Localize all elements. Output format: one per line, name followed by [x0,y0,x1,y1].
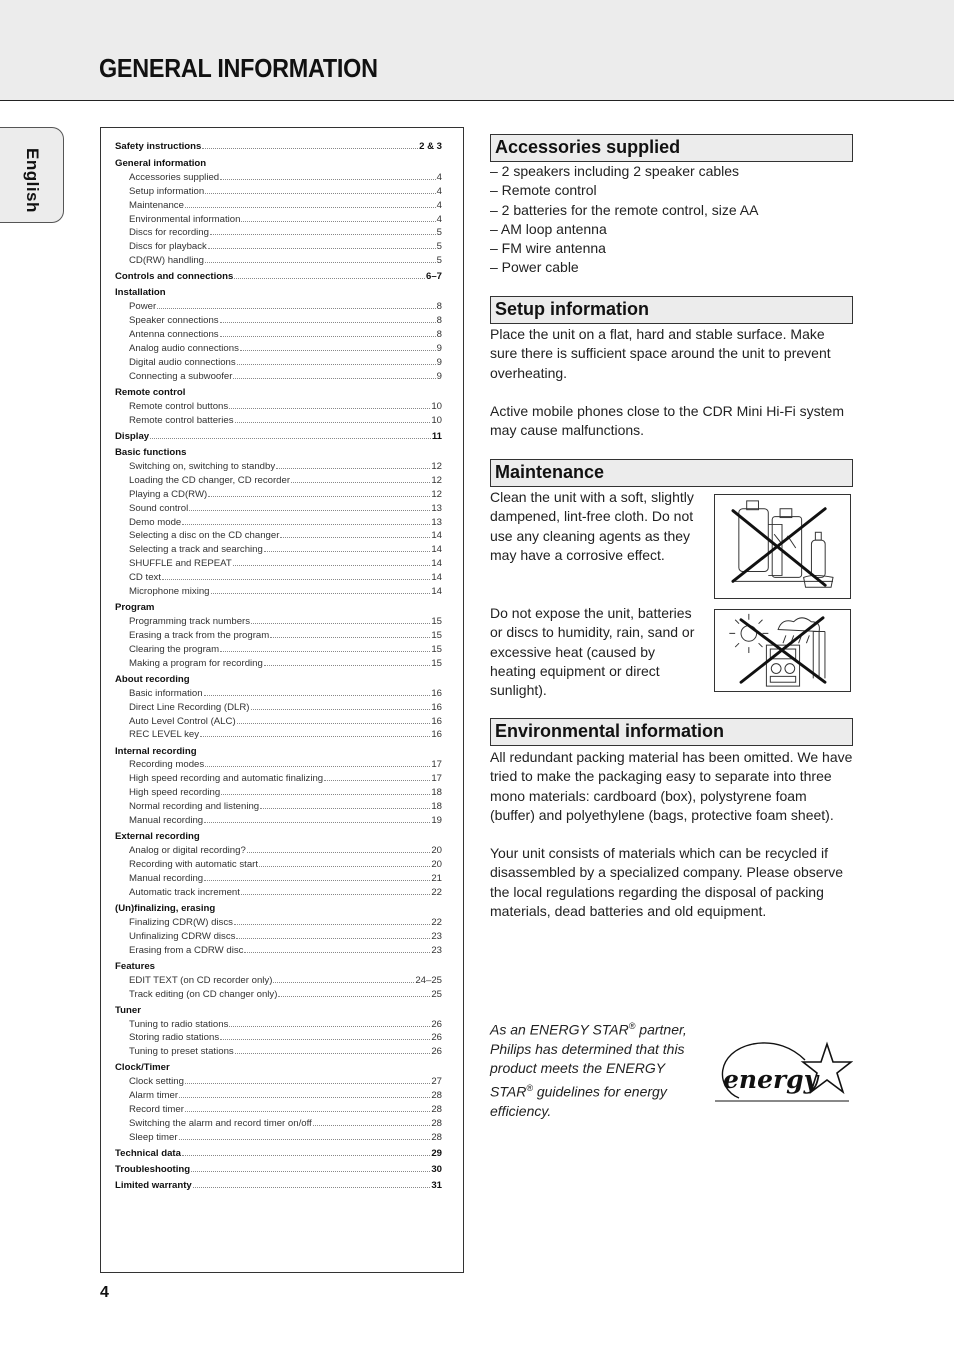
toc-entry: Making a program for recording 15 [129,657,442,669]
toc-page-number: 5 [436,241,442,253]
toc-entry: Recording modes 17 [129,759,442,771]
toc-section-title: Features [115,960,155,972]
toc-entry: Maintenance 4 [129,199,442,211]
toc-section-title: General information [115,157,207,169]
toc-entry: Track editing (on CD changer only) 25 [129,988,442,1000]
toc-page-number: 24–25 [415,974,442,986]
toc-section-title: External recording [115,831,200,843]
toc-entry: REC LEVEL key 16 [129,729,442,741]
toc-page-number: 15 [431,616,442,628]
toc-page-number: 20 [431,859,442,870]
toc-page-number: 12 [431,488,442,500]
toc-page-number: 18 [431,787,442,799]
environmental-heading: Environmental information [490,718,853,746]
toc-entry: Antenna connections 8 [129,329,442,341]
toc-entry: Discs for recording 5 [129,227,442,239]
toc-page-number: 2 & 3 [419,141,442,152]
toc-entry: Remote control buttons 10 [129,400,442,412]
toc-entry: Manual recording 19 [129,815,442,827]
toc-entry: Microphone mixing 14 [129,586,442,598]
toc-page-number: 22 [431,916,442,928]
toc-section-title: Program [115,602,155,614]
toc-entry: Normal recording and listening 18 [129,801,442,813]
energy-star-statement: As an ENERGY STAR® partner, Philips has determined that this product meets the ENERGY STAR® guidelines for energy efficiency. [490,1021,687,1119]
toc-page-number: 5 [436,255,442,267]
page-number: 4 [100,1284,109,1301]
toc-section-title: Remote control [115,386,186,398]
toc-section [115,1147,442,1161]
toc-page-number: 16 [431,687,442,699]
toc-entry: Clock setting 27 [129,1076,442,1088]
toc-page-number: 14 [431,586,442,598]
accessory-item: – Remote control [490,182,597,199]
toc-entry: Loading the CD changer, CD recorder 12 [129,474,442,486]
accessory-item: – AM loop antenna [490,220,607,237]
toc-entry: Demo mode 13 [129,516,442,528]
toc-entry: Finalizing CDR(W) discs 22 [129,916,442,928]
toc-section [115,430,442,444]
toc-page-number: 31 [431,1180,442,1192]
toc-entry: Recording with automatic start 20 [129,859,442,870]
accessory-item: – FM wire antenna [490,240,606,257]
toc-page-number: 8 [436,301,442,313]
language-tab-label: English [23,148,42,213]
toc-entry: Playing a CD(RW) 12 [129,488,442,500]
toc-entry: Analog or digital recording? 20 [129,845,442,857]
toc-entry: Tuning to radio stations 26 [129,1018,442,1030]
toc-entry: EDIT TEXT (on CD recorder only) 24–25 [129,974,442,986]
toc-entry: Environmental information 4 [129,213,442,225]
accessory-item: – Power cable [490,259,579,276]
toc-page-number: 29 [431,1148,442,1160]
toc-entry: Unfinalizing CDRW discs 23 [129,930,442,942]
toc-entry: Selecting a disc on the CD changer 14 [129,530,442,542]
toc-section [115,446,442,599]
toc-entry: Erasing a track from the program 15 [129,629,442,641]
toc-entry: Storing radio stations 26 [129,1032,442,1044]
toc-section [115,960,442,1002]
toc-page-number: 16 [431,715,442,727]
toc-page-number: 15 [431,643,442,655]
toc-page-number: 8 [436,329,442,341]
toc-entry: Discs for playback 5 [129,241,442,253]
toc-entry: Power 8 [129,301,442,313]
toc-entry: Accessories supplied 4 [129,171,442,183]
toc-page-number: 10 [431,414,442,426]
toc-section [115,270,442,284]
toc-section-title: Technical data 29 [115,1148,442,1160]
toc-page-number: 6–7 [425,271,442,283]
toc-section-title: Installation [115,287,166,299]
toc-section-title: (Un)finalizing, erasing [115,902,216,914]
toc-section-title: Controls and connections 6–7 [115,271,442,283]
toc-page-number: 12 [431,474,442,486]
toc-entry: Switching the alarm and record timer on/off 28 [129,1118,442,1130]
toc-page-number: 17 [431,773,442,785]
toc-entry: Sleep timer 28 [129,1131,442,1143]
toc-section-title: Tuner [115,1004,141,1016]
toc-section [115,286,442,383]
toc-page-number: 28 [431,1131,442,1143]
toc-page-number: 27 [431,1076,442,1088]
toc-section-title: Limited warranty 31 [115,1180,442,1192]
toc-entry: Clearing the program 15 [129,643,442,655]
toc-entry: SHUFFLE and REPEAT 14 [129,558,442,570]
toc-section [115,1061,442,1144]
toc-page-number: 23 [431,930,442,942]
toc-page-number: 16 [431,701,442,713]
toc-page-number: 22 [431,886,442,898]
toc-page-number: 18 [431,801,442,813]
toc-page-number: 26 [431,1046,442,1058]
toc-section [115,140,442,154]
toc-entry: Setup information 4 [129,185,442,197]
accessory-item: – 2 batteries for the remote control, size AA [490,201,759,218]
toc-section [115,745,442,828]
toc-section [115,902,442,958]
setup-heading: Setup information [490,296,853,324]
toc-section [115,1163,442,1177]
toc-page-number: 13 [431,516,442,528]
toc-entry: CD(RW) handling 5 [129,255,442,267]
toc-section [115,386,442,428]
toc-entry: Switching on, switching to standby 12 [129,460,442,472]
toc-entry: Direct Line Recording (DLR) 16 [129,701,442,713]
maintenance-paragraph-2: Do not expose the unit, batteries or discs to humidity, rain, sand or excessive heat (caused by heating equipment or direct sunlight). [490,605,695,699]
toc-entry: Manual recording 21 [129,872,442,884]
toc-entry: Automatic track increment 22 [129,886,442,898]
toc-page-number: 14 [431,544,442,556]
toc-entry: Speaker connections 8 [129,315,442,327]
toc-section-title: Display 11 [115,430,442,442]
toc-section-title: About recording [115,673,190,685]
toc-section-title: Internal recording [115,745,197,757]
environmental-paragraph-2: Your unit consists of materials which can be recycled if disassembled by a specialized company. Please observe the local regulations regarding the disposal of packing materials, dead batteries and old equipment. [490,845,844,919]
toc-page-number: 17 [431,759,442,771]
maintenance-heading: Maintenance [490,459,853,487]
svg-text:energy: energy [723,1065,819,1094]
toc-section [115,601,442,671]
toc-section [115,830,442,900]
toc-section [115,157,442,268]
toc-page-number: 13 [431,502,442,514]
setup-paragraph-2: Active mobile phones close to the CDR Mini Hi-Fi system may cause malfunctions. [490,403,845,439]
toc-entry: Auto Level Control (ALC) 16 [129,715,442,727]
toc-page-number: 26 [431,1018,442,1030]
toc-page-number: 20 [431,845,442,857]
accessories-list [490,162,855,278]
toc-entry: Remote control batteries 10 [129,414,442,426]
toc-entry: Erasing from a CDRW disc 23 [129,944,442,956]
toc-page-number: 15 [431,657,442,669]
no-humidity-heat-icon [714,609,851,692]
toc-entry: Programming track numbers 15 [129,616,442,628]
header-band [0,0,954,101]
toc-entry: CD text 14 [129,572,442,584]
toc-entry: High speed recording and automatic finalizing 17 [129,773,442,785]
toc-page-number: 28 [431,1104,442,1116]
toc-page-number: 4 [436,199,442,211]
toc-entry: Tuning to preset stations 26 [129,1046,442,1058]
toc-entry: Analog audio connections 9 [129,343,442,355]
accessories-heading: Accessories supplied [490,134,853,162]
toc-entry: Sound control 13 [129,502,442,514]
toc-entry: Alarm timer 28 [129,1090,442,1102]
no-cleaning-agents-icon [714,494,851,599]
toc-entry: Basic information 16 [129,687,442,699]
toc-entry: Digital audio connections 9 [129,356,442,368]
toc-entry: Record timer 28 [129,1104,442,1116]
toc-page-number: 12 [431,460,442,472]
toc-page-number: 9 [436,356,442,368]
toc-section-title: Basic functions [115,446,187,458]
toc-section [115,1179,442,1193]
toc-section-title: Clock/Timer [115,1062,170,1074]
toc-section [115,1004,442,1060]
toc-page-number: 4 [436,213,442,225]
toc-page-number: 16 [431,729,442,741]
toc-page-number: 21 [431,872,442,884]
accessory-item: – 2 speakers including 2 speaker cables [490,163,740,179]
toc-entry: High speed recording 18 [129,787,442,799]
toc-page-number: 9 [436,370,442,382]
toc-page-number: 15 [431,629,442,641]
toc-entry: Selecting a track and searching 14 [129,544,442,556]
page-title: GENERAL INFORMATION [99,53,378,83]
toc-page-number: 19 [431,815,442,827]
toc-page-number: 4 [436,171,442,183]
toc-entry: Connecting a subwoofer 9 [129,370,442,382]
maintenance-paragraph-1: Clean the unit with a soft, slightly dampened, lint-free cloth. Do not use any cleaning agents as they may have a corrosive effect. [490,489,694,563]
toc-page-number: 5 [436,227,442,239]
toc-page-number: 25 [431,988,442,1000]
toc-page-number: 14 [431,572,442,584]
toc-page-number: 14 [431,558,442,570]
toc-page-number: 9 [436,343,442,355]
toc-page-number: 23 [431,944,442,956]
toc-page-number: 14 [431,530,442,542]
toc-page-number: 30 [431,1164,442,1176]
setup-paragraph-1: Place the unit on a flat, hard and stable surface. Make sure there is sufficient space around the unit to prevent overheating. [490,326,831,381]
toc-page-number: 11 [431,430,442,442]
toc-section [115,673,442,743]
toc-page-number: 8 [436,315,442,327]
toc-page-number: 4 [436,185,442,197]
toc-page-number: 28 [431,1118,442,1130]
toc-page-number: 28 [431,1090,442,1102]
energy-star-logo [713,1040,853,1104]
toc-section-title: Safety instructions 2 & 3 [115,141,442,152]
environmental-paragraph-1: All redundant packing material has been omitted. We have tried to make the packaging easy to separate into three mono materials: cardboard (box), polystyrene foam (buffer) and polyethylene (bags, protective foam sheet). [490,749,853,823]
table-of-contents [100,127,464,1273]
toc-page-number: 26 [431,1032,442,1044]
toc-section-title: Troubleshooting 30 [115,1164,442,1176]
toc-page-number: 10 [431,400,442,412]
